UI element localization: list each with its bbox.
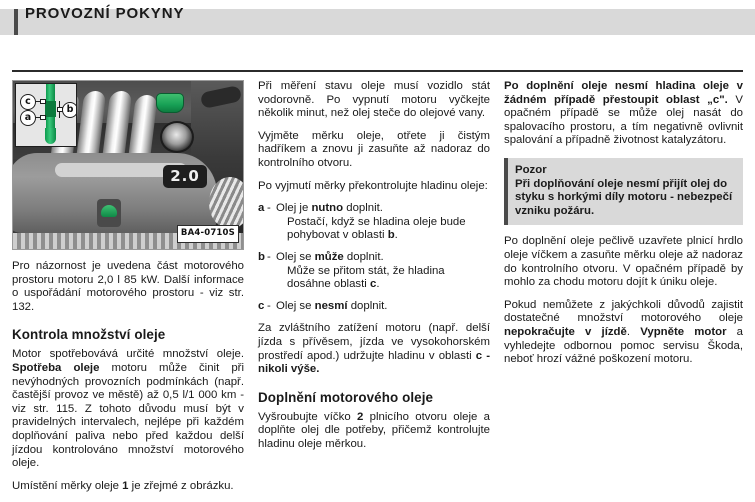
overfill-warning-rest: V opačném případě se může olej nasát do spalovacího prostoru, a tím negativně ovlivnit spalování a případně životnost katalyzátoru. — [504, 93, 743, 147]
zone-b-sub-text-b: . — [376, 278, 380, 291]
zone-a-sub — [276, 216, 490, 243]
dipstick-location-paragraph — [12, 480, 244, 494]
zone-body-a — [276, 202, 490, 243]
zone-dash-c: - — [267, 299, 271, 312]
switch-off-engine-emphasis: Vypněte motor — [640, 325, 727, 338]
oil-filler-cap-icon — [156, 93, 184, 113]
filler-cap-reference-number: 2 — [356, 410, 364, 423]
insufficient-oil-text-a: Pokud nemůžete z jakýchkoli důvodů zajistit dostatečné množství motorového oleje — [504, 298, 743, 325]
zone-a-sub-text-b: . — [394, 229, 398, 242]
close-filler-paragraph: Po doplnění oleje pečlivě uzavřete plnicí hrdlo oleje víčkem a zasuňte měrku oleje až nadoraz do kontrolního otvoru. V opačném případě by mohlo za chodu motoru dojít k úniku oleje. — [504, 235, 743, 289]
engine-displacement-badge: 2.0 — [163, 165, 207, 188]
drive-belt — [209, 177, 244, 229]
oil-consumption-text-a: Motor spotřebovává určité množství oleje. — [12, 348, 244, 361]
zone-a-sub-text-a: Postačí, když se hladina oleje bude pohybovat v oblasti — [287, 215, 466, 242]
skoda-logo-icon — [160, 121, 194, 153]
dipstick-location-text-b: je zřejmé z obrázku. — [128, 479, 234, 492]
topup-instructions-paragraph — [258, 411, 490, 452]
zone-b-sub-text-a: Může se přitom stát, že hladina dosáhne oblasti — [287, 264, 445, 291]
zone-b-emphasis: může — [314, 250, 344, 263]
do-not-continue-emphasis: nepokračujte v jízdě — [504, 325, 627, 338]
zone-c-emphasis: nesmí — [314, 299, 348, 312]
dipstick-location-text-a: Umístění měrky oleje — [12, 479, 123, 492]
caution-text: Při doplňování oleje nesmí přijít olej do styku s horkými díly motoru - nebezpečí vzniku požáru. — [515, 177, 733, 217]
zone-body-b — [276, 251, 490, 292]
special-load-paragraph — [258, 322, 490, 376]
zone-dash-b: - — [267, 250, 271, 263]
oil-consumption-paragraph — [12, 348, 244, 470]
column-right — [504, 80, 743, 376]
dipstick-inset — [15, 83, 77, 147]
zone-key-a: a — [258, 202, 265, 215]
intro-paragraph: Pro názornost je uvedena část motorového prostoru motoru 2,0 l 85 kW. Další informace o uspořádání motorového prostoru - viz str. 132. — [12, 260, 244, 313]
dipstick-mark-c — [40, 99, 46, 104]
oil-level-zones-list — [258, 202, 490, 313]
dipstick-handle-icon — [101, 205, 117, 217]
zone-a-text-a: Olej je — [276, 202, 312, 215]
oil-consumption-emphasis: Spotřeba oleje — [12, 361, 100, 374]
list-item — [258, 202, 490, 243]
zone-b-text-b: doplnit. — [343, 250, 384, 263]
insufficient-oil-text-b: a vyhledejte odbornou pomoc servisu Škoda, neboť hrozí vážné poškození motoru. — [504, 325, 743, 366]
zone-a-emphasis: nutno — [311, 202, 344, 215]
zone-a-text-b: doplnit. — [343, 202, 383, 215]
zone-a-sub-emphasis: b — [387, 229, 395, 242]
callout-bubble-a: a — [20, 110, 36, 126]
dipstick-measure-zone — [45, 101, 56, 117]
zone-key-b: b — [258, 250, 265, 263]
heading-oil-topup: Doplnění motorového oleje — [258, 389, 434, 405]
special-load-text: Za zvláštního zatížení motoru (např. delší jízda s přívěsem, jízda ve vysokohorském prostředí apod.) udržujte hladinu v oblasti — [258, 322, 490, 362]
insufficient-oil-mid: . — [626, 325, 641, 338]
zone-b-sub-emphasis: c — [369, 278, 377, 291]
header-accent-bar — [14, 9, 18, 35]
list-item — [258, 300, 490, 314]
wipe-dipstick-paragraph: Vyjměte měrku oleje, otřete ji čistým hadříkem a znovu ji zasuňte až nadoraz do kontrolního otvoru. — [258, 129, 490, 169]
dipstick-reference-number: 1 — [122, 479, 129, 492]
column-middle — [258, 80, 490, 460]
zone-key-c: c — [258, 299, 265, 312]
zone-b-sub — [276, 265, 490, 292]
caution-accent-bar — [504, 158, 508, 225]
figure-caption-code: BA4-0710S — [177, 225, 239, 243]
page-title: PROVOZNÍ POKYNY — [25, 5, 185, 22]
caution-title: Pozor — [515, 163, 547, 176]
engine-bay-figure — [12, 80, 244, 250]
zone-dash-a: - — [267, 202, 271, 215]
overfill-warning-paragraph — [504, 80, 743, 148]
special-load-emphasis: c - nikoli výše. — [258, 349, 490, 376]
zone-body-c — [276, 300, 490, 314]
topup-text-b: plnicího otvoru oleje a doplňte olej dle potřeby, přičemž kontrolujte hladinu oleje měrkou. — [258, 410, 490, 450]
dipstick-tip — [45, 128, 56, 144]
overfill-warning-emphasis: Po doplnění oleje nesmí hladina oleje v žádném případě přestoupit oblast „c". — [504, 80, 743, 106]
header-divider — [12, 70, 743, 72]
column-left — [12, 80, 244, 502]
list-item — [258, 251, 490, 292]
oil-consumption-text-b: motoru může činit při nevýhodných provozních podmínkách (např. častější provoz ve městě) až 0,5 l/1 000 km - viz str. 115. Z tohoto důvodu musí být v pravidelných intervalech, nejlépe při každém doplňování paliva nebo před každou delší jízdou kontrolováno množství motorového oleje. — [12, 361, 244, 470]
check-level-paragraph: Po vyjmutí měrky překontrolujte hladinu oleje: — [258, 179, 488, 192]
zone-c-text-b: doplnit. — [347, 299, 388, 312]
callout-bubble-b: b — [62, 102, 77, 118]
zone-b-text-a: Olej se — [276, 250, 315, 263]
heading-oil-level-check: Kontrola množství oleje — [12, 327, 166, 343]
zone-c-text-a: Olej se — [276, 299, 315, 312]
caution-box — [504, 158, 743, 225]
measure-conditions-paragraph: Při měření stavu oleje musí vozidlo stát vodorovně. Po vypnutí motoru vyčkejte několik minut, než olej steče do olejové vany. — [258, 80, 490, 120]
topup-text-a: Vyšroubujte víčko — [258, 410, 357, 423]
dipstick-mark-a — [40, 115, 46, 120]
callout-bubble-c: c — [20, 94, 36, 110]
insufficient-oil-paragraph — [504, 299, 743, 367]
